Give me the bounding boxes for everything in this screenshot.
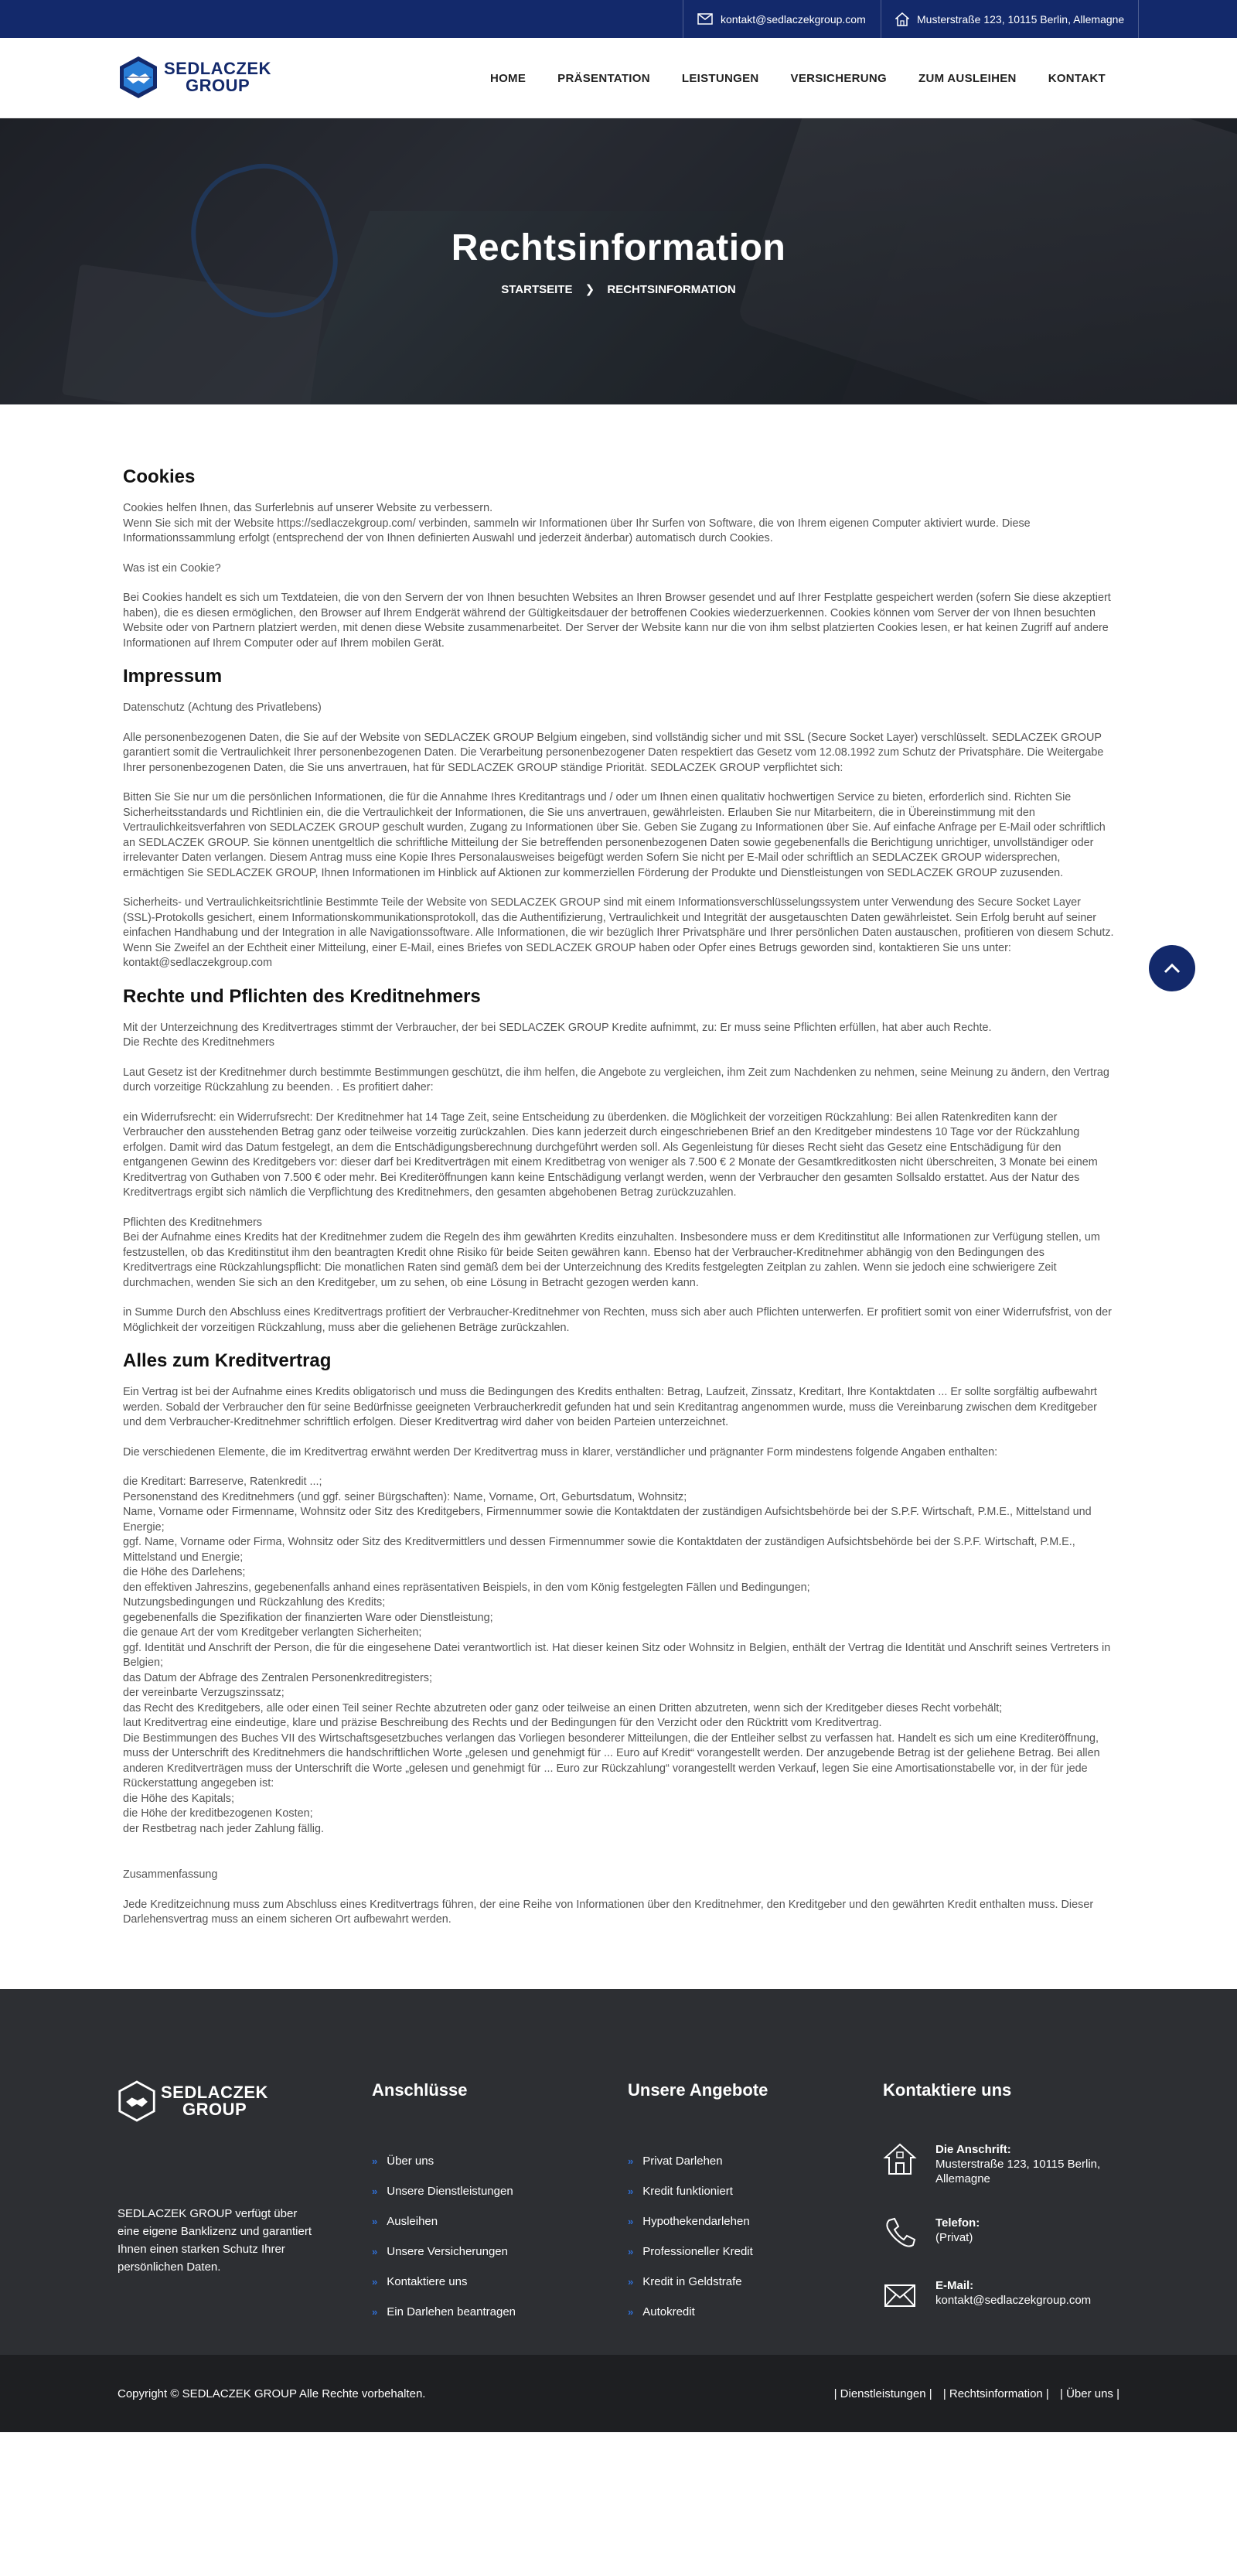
impressum-text-2: Alle personenbezogenen Daten, die Sie auf der Website von SEDLACZEK GROUP Belgium eingeben, sind vollständig sicher und mit SSL (Secure Socket Layer) verschlüsselt. SEDLACZEK GROUP garantiert somit die Vertraulichkeit Ihrer personenbezogenen Daten. Die Verarbeitung personenbezogener Daten respektiert das Gesetz vom 12.08.1992 zum Schutz der Privatsphäre. Die Weitergabe Ihrer personenbezogenen Daten, die Sie uns anvertrauen, hat für SEDLACZEK GROUP ständige Priorität. SEDLACZEK GROUP verpflichtet sich:	[123, 731, 1104, 774]
kreditvertrag-text-2: Die verschiedenen Elemente, die im Kreditvertrag erwähnt werden Der Kreditvertrag muss in klarer, verständlicher und prägnanter Form mindestens folgende Angaben enthalten:	[123, 1445, 998, 1459]
email-label: E-Mail:	[935, 2278, 974, 2292]
cookies-text-1: Cookies helfen Ihnen, das Surferlebnis auf unserer Website zu verbessern. Wenn Sie sich mit der Website https://sedlaczekgroup.com/ verbinden, sammeln wir Informationen über Ihr Surfen von Software, die von Ihrem eigenen Computer aktiviert wurde. Diese Informationssammlung erfolgt (entsprechend der von Ihnen definierten Auswahl und jederzeit änderbar) automatisch durch Cookies.	[123, 502, 1031, 544]
footer-offer-label: Kredit funktioniert	[642, 2184, 733, 2198]
footer-offer-link[interactable]	[628, 2176, 753, 2206]
footer-contact-phone	[883, 2216, 980, 2254]
envelope-icon	[697, 13, 713, 25]
page-title: Rechtsinformation	[451, 227, 786, 268]
arrow-right-icon: »	[628, 2305, 634, 2318]
site-footer	[0, 1989, 1237, 2355]
top-bar	[0, 0, 1237, 38]
legal-content	[0, 404, 1237, 1989]
main-nav	[458, 38, 1106, 118]
phone-icon	[883, 2216, 917, 2250]
rechte-text-2: Laut Gesetz ist der Kreditnehmer durch bestimmte Bestimmungen geschützt, die ihm helfen, die Angebote zu vergleichen, ihm Zeit zum Nachdenken zu nehmen, seine Meinung zu ändern, den Vertrag durch vorzeitige Rückzahlung zu beenden. . Es profitiert daher:	[123, 1066, 1109, 1094]
heading-rechte: Rechte und Pflichten des Kreditnehmers	[123, 985, 481, 1007]
arrow-right-icon: »	[628, 2275, 634, 2288]
footer-link-label: Über uns	[387, 2154, 434, 2168]
rechte-text-1: Mit der Unterzeichnung des Kreditvertrages stimmt der Verbraucher, der bei SEDLACZEK GROUP Kredite aufnimmt, zu: Er muss seine Pflichten erfüllen, hat aber auch Rechte. Die Rechte des Kreditnehmers	[123, 1021, 992, 1049]
heading-impressum: Impressum	[123, 666, 223, 687]
footer-offer-link[interactable]	[628, 2146, 753, 2176]
arrow-right-icon: »	[628, 2155, 634, 2167]
arrow-right-icon: »	[372, 2245, 378, 2257]
breadcrumb-current: RECHTSINFORMATION	[607, 283, 736, 296]
kreditvertrag-text-4: Zusammenfassung	[123, 1868, 218, 1881]
site-header	[0, 38, 1237, 118]
copyright-text: Copyright © SEDLACZEK GROUP Alle Rechte vorbehalten.	[118, 2387, 426, 2400]
arrow-right-icon: »	[628, 2245, 634, 2257]
impressum-text-4: Sicherheits- und Vertraulichkeitsrichtlinie Bestimmte Teile der Website von SEDLACZEK GROUP sind mit einem Informationsverschlüsselungssystem unter Verwendung des Secure Socket Layer (SSL)-Protokolls gesichert, einem Informationskommunikationsprotokoll, das die Authentifizierung, Vertraulichkeit und Integrität der ausgetauschten Daten gewährleistet. Sein Erfolg beruht auf seiner einfachen Handhabung und der Integration in alle Navigationssoftware. Alle Informationen, die wir bezüglich Ihrer Privatsphäre und Ihrer persönlichen Daten austauschen, profitieren von diesem Schutz. Wenn Sie Zweifel an der Echtheit einer Mitteilung, einer E-Mail, eines Briefes von SEDLACZEK GROUP haben oder Opfer eines Betrugs geworden sind, kontaktieren Sie uns unter: kontakt@sedlaczekgroup.com	[123, 896, 1114, 969]
address-value: Musterstraße 123, 10115 Berlin, Allemagne	[935, 2157, 1101, 2185]
footer-link-label: Kontaktiere uns	[387, 2274, 468, 2288]
footer-contact-address	[883, 2142, 1113, 2186]
arrow-right-icon: »	[372, 2305, 378, 2318]
cookies-text-3: Bei Cookies handelt es sich um Textdateien, die von den Servern der von Ihnen besuchten Websites an Ihren Browser gesendet und auf Ihrer Festplatte gespeichert werden (sofern Sie diese akzeptiert haben), die es diesen ermöglichen, den Browser auf Ihrem Endgerät während der Gültigkeitsdauer der betroffenen Cookies wiederzuerkennen. Cookies können vom Server der von Ihnen besuchten Website oder von Partnern platziert werden, mit denen diese Website zusammenarbeitet. Der Server der Website kann nur die von ihm selbst platzierten Cookies lesen, er hat keinen Zugriff auf andere Informationen auf Ihrem Computer oder auf Ihrem mobilen Gerät.	[123, 592, 1111, 650]
rechte-text-5: in Summe Durch den Abschluss eines Kreditvertrags profitiert der Verbraucher-Kreditnehmer von Rechten, muss sich aber auch Pflichten unterwerfen. Er profitiert somit von einer Widerrufsfrist, von der Möglichkeit der vorzeitigen Rückzahlung, muss aber die geliehenen Beträge zurückzahlen.	[123, 1306, 1112, 1334]
impressum-text-1: Datenschutz (Achtung des Privatlebens)	[123, 701, 322, 714]
brand-line2: GROUP	[186, 76, 250, 95]
footer-offer-label: Autokredit	[642, 2305, 695, 2318]
topbar-email-text: kontakt@sedlaczekgroup.com	[721, 12, 866, 26]
chevron-up-icon	[1164, 963, 1181, 974]
footer-offer-link[interactable]	[628, 2267, 753, 2297]
page-hero	[0, 118, 1237, 404]
bottom-link-rechtsinformation[interactable]: | Rechtsinformation |	[942, 2387, 1049, 2400]
footer-link-label: Ein Darlehen beantragen	[387, 2305, 516, 2318]
bottom-link-ueber-uns[interactable]: | Über uns |	[1060, 2387, 1119, 2400]
bottom-links	[834, 2387, 1119, 2400]
footer-link[interactable]	[372, 2297, 516, 2327]
kreditvertrag-text-1: Ein Vertrag ist bei der Aufnahme eines Kredits obligatorisch und muss die Bedingungen des Kredits enthalten: Betrag, Laufzeit, Zinssatz, Kreditart, Ihre Kontaktdaten ... Er sollte sorgfältig aufbewahrt werden. Sobald der Verbraucher den für seine Bedürfnisse geeigneten Verbraucherkredit gefunden hat und sein Kreditantrag angenommen wurde, muss die Vereinbarung zwischen dem Kreditgeber und dem Verbraucher-Kreditnehmer schriftlich erfolgen. Dieser Kreditvertrag wird daher von beiden Parteien unterzeichnet.	[123, 1386, 1097, 1428]
handshake-logo-icon	[118, 55, 159, 100]
arrow-right-icon: »	[372, 2185, 378, 2197]
arrow-right-icon: »	[628, 2185, 634, 2197]
footer-offer-label: Kredit in Geldstrafe	[642, 2274, 742, 2288]
footer-link-label: Unsere Versicherungen	[387, 2244, 508, 2258]
footer-offer-link[interactable]	[628, 2237, 753, 2267]
brand-line1: SEDLACZEK	[164, 59, 271, 78]
address-label: Die Anschrift:	[935, 2142, 1011, 2156]
footer-brand-line1: SEDLACZEK	[161, 2082, 268, 2102]
topbar-address	[881, 0, 1139, 38]
footer-contact-email[interactable]	[883, 2278, 1091, 2316]
envelope-icon	[883, 2278, 917, 2312]
home-icon	[895, 12, 909, 26]
scroll-to-top-button[interactable]	[1149, 945, 1195, 991]
phone-value: (Privat)	[935, 2230, 973, 2244]
topbar-address-text: Musterstraße 123, 10115 Berlin, Allemagne	[917, 12, 1125, 26]
bottom-link-dienstleistungen[interactable]: | Dienstleistungen |	[833, 2387, 932, 2400]
footer-offer-label: Professioneller Kredit	[642, 2244, 753, 2258]
footer-link-label: Ausleihen	[387, 2214, 438, 2228]
arrow-right-icon: »	[372, 2275, 378, 2288]
footer-link[interactable]	[372, 2206, 516, 2237]
kreditvertrag-text-3: die Kreditart: Barreserve, Ratenkredit ...; Personenstand des Kreditnehmers (und ggf. seiner Bürgschaften): Name, Vorname, Ort, Geburtsdatum, Wohnsitz; Name, Vorname oder Firmenname, Wohnsitz oder Sitz des Kreditgebers, Firmennummer sowie die Kontaktdaten der zuständigen Aufsichtsbehörde bei der S.P.F. Wirtschaft, P.M.E., Mittelstand und Energie; ggf. Name, Vorname oder Firma, Wohnsitz oder Sitz des Kreditvermittlers und dessen Firmennummer sowie die Kontaktdaten der zuständigen Aufsichtsbehörde bei der S.P.F. Wirtschaft, P.M.E., Mittelstand und Energie; die Höhe des Darlehens; den effektiven Jahreszins, gegebenenfalls anhand eines repräsentativen Beispiels, in den vom König festgelegten Fällen und Bedingungen; Nutzungsbedingungen und Rückzahlung des Kredits; gegebenenfalls die Spezifikation der finanzierten Ware oder Dienstleistung; die genaue Art der vom Kreditgeber verlangten Sicherheiten; ggf. Identität und Anschrift der Person, die für die eingesehene Datei verantwortlich ist. Hat dieser keinen Sitz oder Wohnsitz in Belgien, enthält der Vertrag die Identität und Anschrift seines Vertreters in Belgien; das Datum der Abfrage des Zentralen Personenkreditregisters; der vereinbarte Verzugszinssatz; das Recht des Kreditgebers, alle oder einen Teil seiner Rechte abzutreten oder ganz oder teilweise an einen Dritten abzutreten, wenn sich der Kreditgeber dieses Recht vorbehält; laut Kreditvertrag eine eindeutige, klare und präzise Beschreibung des Rechts und der Bedingungen für den Verzicht oder den Rücktritt vom Kreditvertrag. Die Bestimmungen des Buches VII des Wirtschaftsgesetzbuches verlangen das Vorliegen besonderer Mitteilungen, die der Entleiher selbst zu verfassen hat. Handelt es sich um eine Krediteröffnung, muss der Unterschrift des Kreditnehmers die handschriftlichen Worte „gelesen und genehmigt für ... Euro auf Kredit“ vorangestellt werden. Der anzugebende Betrag ist der geliehene Betrag. Bei allen anderen Kreditverträgen muss der Unterschrift die Worte „gelesen und genehmigt für ... Euro zur Rückzahlung“ vorangestellt werden Verkauf, legen Sie eine Amortisationstabelle vor, in der für jede Rückerstattung angegeben ist: die Höhe des Kapitals; die Höhe der kreditbezogenen Kosten; der Restbetrag nach jeder Zahlung fällig.	[123, 1476, 1111, 1835]
footer-offer-label: Hypothekendarlehen	[642, 2214, 750, 2228]
footer-links-title: Anschlüsse	[372, 2080, 468, 2100]
nav-home[interactable]: HOME	[489, 71, 526, 85]
footer-logo[interactable]	[118, 2080, 268, 2122]
cookies-text-2: Was ist ein Cookie?	[123, 561, 221, 575]
arrow-right-icon: »	[372, 2155, 378, 2167]
nav-kontakt[interactable]: KONTAKT	[1048, 71, 1106, 85]
footer-contact-title: Kontaktiere uns	[883, 2080, 1012, 2100]
email-value: kontakt@sedlaczekgroup.com	[935, 2293, 1092, 2307]
footer-offer-link[interactable]	[628, 2297, 753, 2327]
phone-label: Telefon:	[935, 2216, 980, 2230]
breadcrumb	[0, 282, 1237, 296]
nav-versicherung[interactable]: VERSICHERUNG	[790, 71, 887, 85]
footer-link[interactable]	[372, 2237, 516, 2267]
bottom-bar	[0, 2355, 1237, 2432]
footer-links-list	[372, 2146, 516, 2327]
topbar-email[interactable]	[683, 0, 873, 38]
footer-brand-line2: GROUP	[182, 2099, 247, 2119]
footer-offer-label: Privat Darlehen	[642, 2154, 723, 2168]
rechte-text-4: Pflichten des Kreditnehmers Bei der Aufnahme eines Kredits hat der Kreditnehmer zudem die Regeln des ihm gewährten Kredits einzuhalten. Insbesondere muss er dem Kreditinstitut alle Informationen zur Verfügung stellen, um festzustellen, ob das Kreditinstitut ihm den beantragten Kredit ohne Risiko für beide Seiten gewähren kann. Ebenso hat der Verbraucher-Kreditnehmer abhängig von den Bedingungen des Kreditvertrags eine Rückzahlungspflicht: Die monatlichen Raten sind gemäß dem bei der Unterzeichnung des Kredits festgelegten Zeitplan zu zahlen. Wenn sie jedoch eine schwierigere Zeit durchmachen, wenden Sie sich an den Kreditgeber, um zu sehen, ob eine Lösung in Betracht gezogen werden kann.	[123, 1216, 1100, 1289]
kreditvertrag-text-5: Jede Kreditzeichnung muss zum Abschluss eines Kreditvertrags führen, der eine Reihe von Informationen über den Kreditnehmer, den Kreditgeber und den gewährten Kredit enthalten muss. Dieser Darlehensvertrag muss an einem sicheren Ort aufbewahrt werden.	[123, 1898, 1094, 1926]
footer-link-label: Unsere Dienstleistungen	[387, 2184, 513, 2198]
footer-link[interactable]	[372, 2176, 516, 2206]
footer-about-text: SEDLACZEK GROUP verfügt über eine eigene Banklizenz und garantiert Ihnen einen starken Schutz Ihrer persönlichen Daten.	[118, 2206, 312, 2274]
handshake-logo-icon	[118, 2080, 156, 2122]
heading-cookies: Cookies	[123, 466, 196, 487]
breadcrumb-home[interactable]: STARTSEITE	[501, 283, 573, 296]
heading-kreditvertrag: Alles zum Kreditvertrag	[123, 1350, 332, 1371]
nav-leistungen[interactable]: LEISTUNGEN	[681, 71, 759, 85]
impressum-text-3: Bitten Sie Sie nur um die persönlichen Informationen, die für die Annahme Ihres Kreditantrags und / oder um Ihnen einen qualitativ hochwertigen Service zu bieten, erforderlich sind. Richten Sie Sicherheitsstandards und Richtlinien ein, die die Vertraulichkeit der Informationen, die Sie uns anvertrauen, gewährleisten. Erlauben Sie nur Mitarbeitern, die in Übereinstimmung mit den Vertraulichkeitsverfahren von SEDLACZEK GROUP geschult wurden, Zugang zu Informationen über Sie. Geben Sie Zugang zu Informationen über Sie. Auf einfache Anfrage per E-Mail oder schriftlich an SEDLACZEK GROUP. Sie können unentgeltlich die schriftliche Mitteilung der Sie betreffenden personenbezogenen Daten sowie gegebenenfalls die Berichtigung unrichtiger, unvollständiger oder irrelevanter Daten verlangen. Diesem Antrag muss eine Kopie Ihres Personalausweises beigefügt werden Sofern Sie nicht per E-Mail oder schriftlich an SEDLACZEK GROUP widersprechen, ermächtigen Sie SEDLACZEK GROUP, Ihnen Informationen im Hinblick auf Aktionen zur kommerziellen Förderung der Produkte und Dienstleistungen von SEDLACZEK GROUP zuzusenden.	[123, 791, 1106, 879]
footer-link[interactable]	[372, 2146, 516, 2176]
chevron-right-icon: ❯	[584, 283, 595, 296]
footer-link[interactable]	[372, 2267, 516, 2297]
footer-offers-title: Unsere Angebote	[628, 2080, 768, 2100]
house-icon	[883, 2142, 917, 2176]
rechte-text-3: ein Widerrufsrecht: ein Widerrufsrecht: Der Kreditnehmer hat 14 Tage Zeit, seine Entscheidung zu überdenken. die Möglichkeit der vorzeitigen Rückzahlung: Bei allen Ratenkrediten kann der Verbraucher den ausstehenden Betrag ganz oder teilweise vorzeitig zurückzahlen. Dies kann jederzeit durch eingeschriebenen Brief an den Kreditgeber mindestens 10 Tage vor der Rückzahlung erfolgen. Damit wird das Datum festgelegt, an dem die Entschädigungsberechnung durchgeführt werden soll. Als Gegenleistung für dieses Recht sieht das Gesetz eine Entschädigung für den entgangenen Gewinn des Kreditgebers vor: dieser darf bei Kreditverträgen mit einem Kreditbetrag von weniger als 7.500 € 2 Monate der Gesamtkreditkosten nicht überschreiten, 3 Monate bei einem Kreditvertrag von Guthaben von 7.500 € oder mehr. Bei Krediteröffnungen kann keine Entschädigung verlangt werden, wenn der Verbraucher den gesamten Sollsaldo erstattet. Aus der Natur des Kreditvertrags ergibt sich nämlich die Verpflichtung des Kreditnehmers, den gesamten abgehobenen Betrag zurückzuzahlen.	[123, 1111, 1098, 1199]
arrow-right-icon: »	[628, 2215, 634, 2227]
brand-logo[interactable]	[118, 55, 271, 100]
nav-zum-ausleihen[interactable]: ZUM AUSLEIHEN	[918, 71, 1017, 85]
footer-offers-list	[628, 2146, 753, 2327]
footer-offer-link[interactable]	[628, 2206, 753, 2237]
arrow-right-icon: »	[372, 2215, 378, 2227]
nav-praesentation[interactable]: PRÄSENTATION	[557, 71, 650, 85]
